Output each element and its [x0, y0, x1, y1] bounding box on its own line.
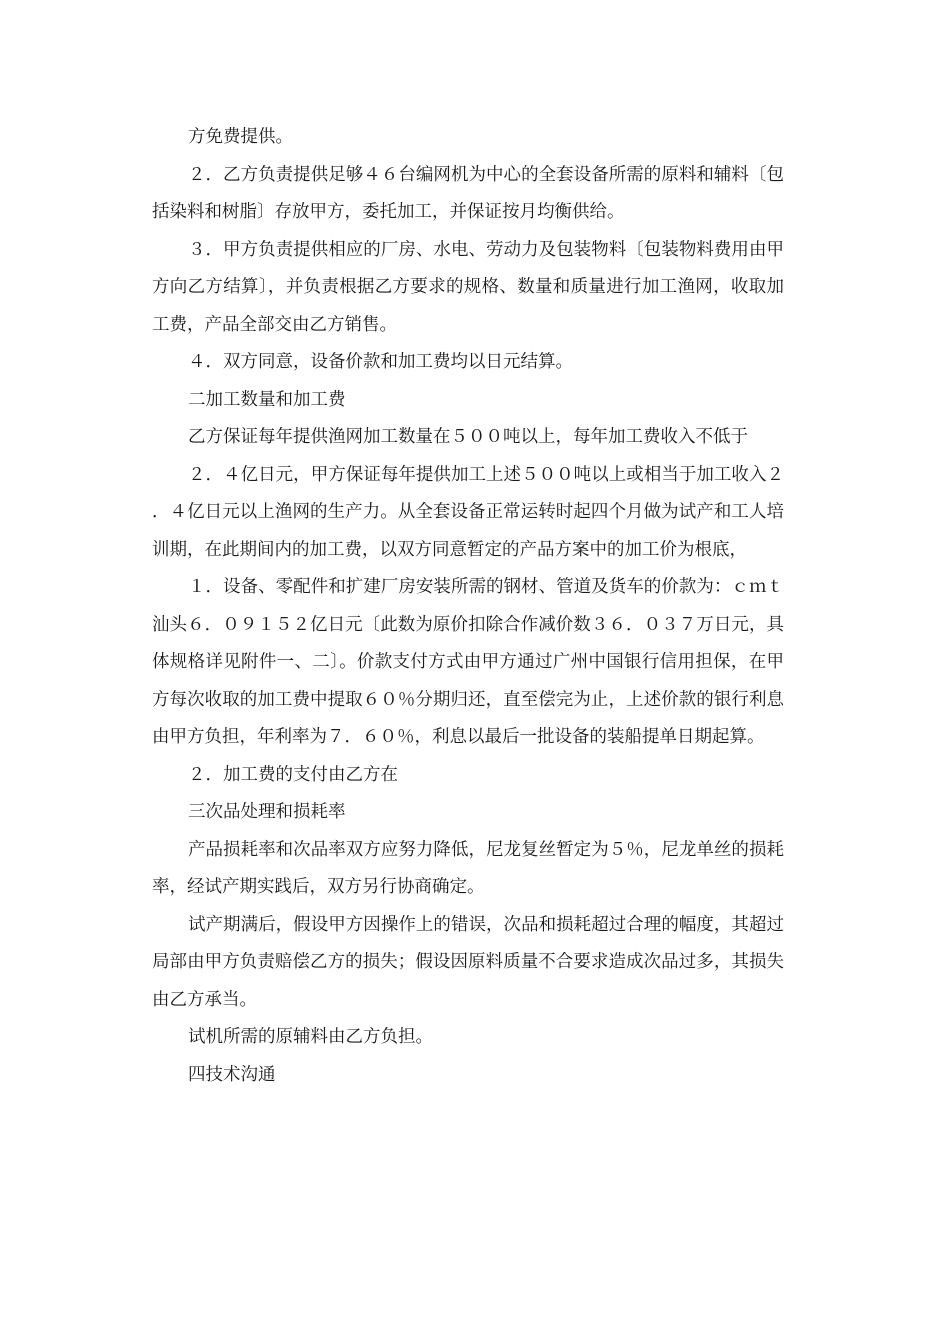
paragraph-free-supply: 方免费提供。	[188, 127, 293, 147]
paragraph-quantity-guarantee: 乙方保证每年提供渔网加工数量在５００吨以上，每年加工费收入不低于	[188, 427, 748, 447]
paragraph-clause-2-materials: ２．乙方负责提供足够４６台编网机为中心的全套设备所需的原料和辅料〔包括染料和树脂〕存放甲方，委托加工，并保证按月均衡供给。	[152, 164, 784, 222]
section-heading-technical-communication: 四技术沟通	[188, 1064, 276, 1085]
paragraph-trial-materials: 试机所需的原辅料由乙方负担。	[188, 1027, 433, 1047]
paragraph-equipment-price: １．设备、零配件和扩建厂房安装所需的钢材、管道及货车的价款为：ｃｍｔ汕头６．０９１５２亿日元〔此数为原价扣除合作减价数３６．０３７万日元，具体规格详见附件一、二〕。价款支付方式由甲方通过广州中国银行信用担保，在甲方每次收取的加工费中提取６０％分期归还，直至偿完为止，上述价款的银行利息由甲方负担，年利率为７．６０％，利息以最后一批设备的装船提单日期起算。	[152, 577, 784, 747]
paragraph-fee-payment: ２．加工费的支付由乙方在	[188, 764, 398, 785]
paragraph-clause-4-currency: ４．双方同意，设备价款和加工费均以日元结算。	[188, 352, 573, 372]
paragraph-production-capacity: ２．４亿日元，甲方保证每年提供加工上述５００吨以上或相当于加工收入２．４亿日元以上渔网的生产力。从全套设备正常运转时起四个月做为试产和工人培训期，在此期间内的加工费，以双方同意暂定的产品方案中的加工价为根底，	[152, 464, 784, 560]
section-heading-defects-loss: 三次品处理和损耗率	[188, 802, 346, 822]
paragraph-loss-rate: 产品损耗率和次品率双方应努力降低，尼龙复丝暂定为５％，尼龙单丝的损耗率，经试产期实践后，双方另行协商确定。	[152, 839, 784, 897]
paragraph-clause-3-facilities: ３．甲方负责提供相应的厂房、水电、劳动力及包装物料〔包装物料费用由甲方向乙方结算〕，并负责根据乙方要求的规格、数量和质量进行加工渔网，收取加工费，产品全部交由乙方销售。	[152, 239, 784, 335]
paragraph-trial-period: 试产期满后，假设甲方因操作上的错误，次品和损耗超过合理的幅度，其超过局部由甲方负责赔偿乙方的损失；假设因原料质量不合要求造成次品过多，其损失由乙方承当。	[152, 914, 784, 1010]
document-body	[152, 119, 784, 1094]
section-heading-quantity-fees: 二加工数量和加工费	[188, 389, 346, 410]
